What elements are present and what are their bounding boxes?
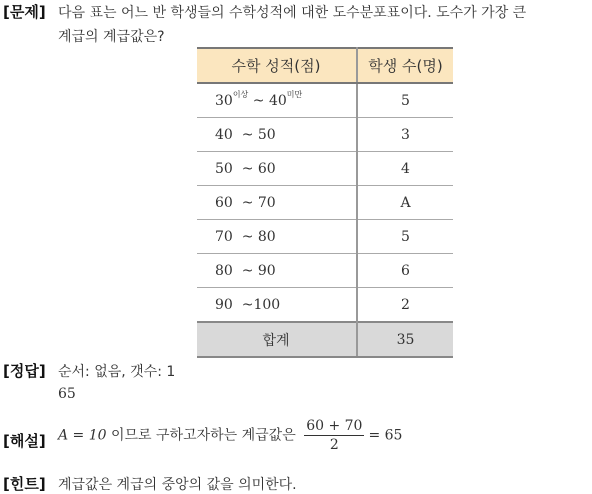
range-high-sup: 미만 bbox=[286, 89, 303, 99]
table-row bbox=[197, 220, 453, 254]
answer-label: [정답] bbox=[3, 362, 46, 380]
total-label: 합계 bbox=[197, 322, 357, 357]
table-row bbox=[197, 288, 453, 323]
range-low-sup: 이상 bbox=[232, 89, 249, 99]
table-row bbox=[197, 254, 453, 288]
fraction-numerator: 60 + 70 bbox=[306, 418, 363, 434]
answer-line2: 65 bbox=[58, 386, 76, 402]
problem-label: [문제] bbox=[3, 3, 46, 21]
header-score: 수학 성적(점) bbox=[197, 48, 357, 83]
range-cell: 40 ~ 50 bbox=[197, 118, 357, 152]
count-cell: 5 bbox=[357, 220, 453, 254]
table-header-row bbox=[197, 48, 453, 83]
count-cell: 2 bbox=[357, 288, 453, 323]
range-cell: 50 ~ 60 bbox=[197, 152, 357, 186]
explanation-fraction bbox=[304, 418, 364, 453]
total-value: 35 bbox=[357, 322, 453, 357]
explanation-result: = 65 bbox=[368, 427, 403, 444]
table-row bbox=[197, 83, 453, 118]
problem-text-line2: 계급의 계급값은? bbox=[58, 29, 165, 45]
fraction-denominator: 2 bbox=[329, 437, 339, 453]
explanation-expr: A = 10 bbox=[58, 427, 107, 444]
explanation-body: 이므로 구하고자하는 계급값은 bbox=[106, 427, 301, 444]
count-cell: A bbox=[357, 186, 453, 220]
range-cell: 90 ~100 bbox=[197, 288, 357, 323]
range-cell: 70 ~ 80 bbox=[197, 220, 357, 254]
range-high: 40 bbox=[268, 92, 287, 109]
hint-text: 계급값은 계급의 중앙의 값을 의미한다. bbox=[58, 477, 297, 493]
frequency-table bbox=[197, 47, 453, 358]
hint-label: [힌트] bbox=[3, 475, 46, 493]
range-cell bbox=[197, 83, 357, 118]
range-cell: 80 ~ 90 bbox=[197, 254, 357, 288]
header-students: 학생 수(명) bbox=[357, 48, 453, 83]
range-tilde: ~ bbox=[252, 92, 265, 109]
table-row bbox=[197, 118, 453, 152]
answer-line1: 순서: 없음, 갯수: 1 bbox=[58, 364, 176, 380]
table-row bbox=[197, 152, 453, 186]
range-cell: 60 ~ 70 bbox=[197, 186, 357, 220]
explanation-label: [해설] bbox=[3, 432, 46, 450]
count-cell: 4 bbox=[357, 152, 453, 186]
table-row bbox=[197, 186, 453, 220]
table-total-row bbox=[197, 322, 453, 357]
count-cell: 6 bbox=[357, 254, 453, 288]
count-cell: 5 bbox=[357, 83, 453, 118]
problem-text-line1: 다음 표는 어느 반 학생들의 수학성적에 대한 도수분포표이다. 도수가 가장 큰 bbox=[58, 5, 527, 21]
count-cell: 3 bbox=[357, 118, 453, 152]
range-low: 30 bbox=[215, 92, 233, 109]
explanation-text bbox=[58, 418, 402, 453]
